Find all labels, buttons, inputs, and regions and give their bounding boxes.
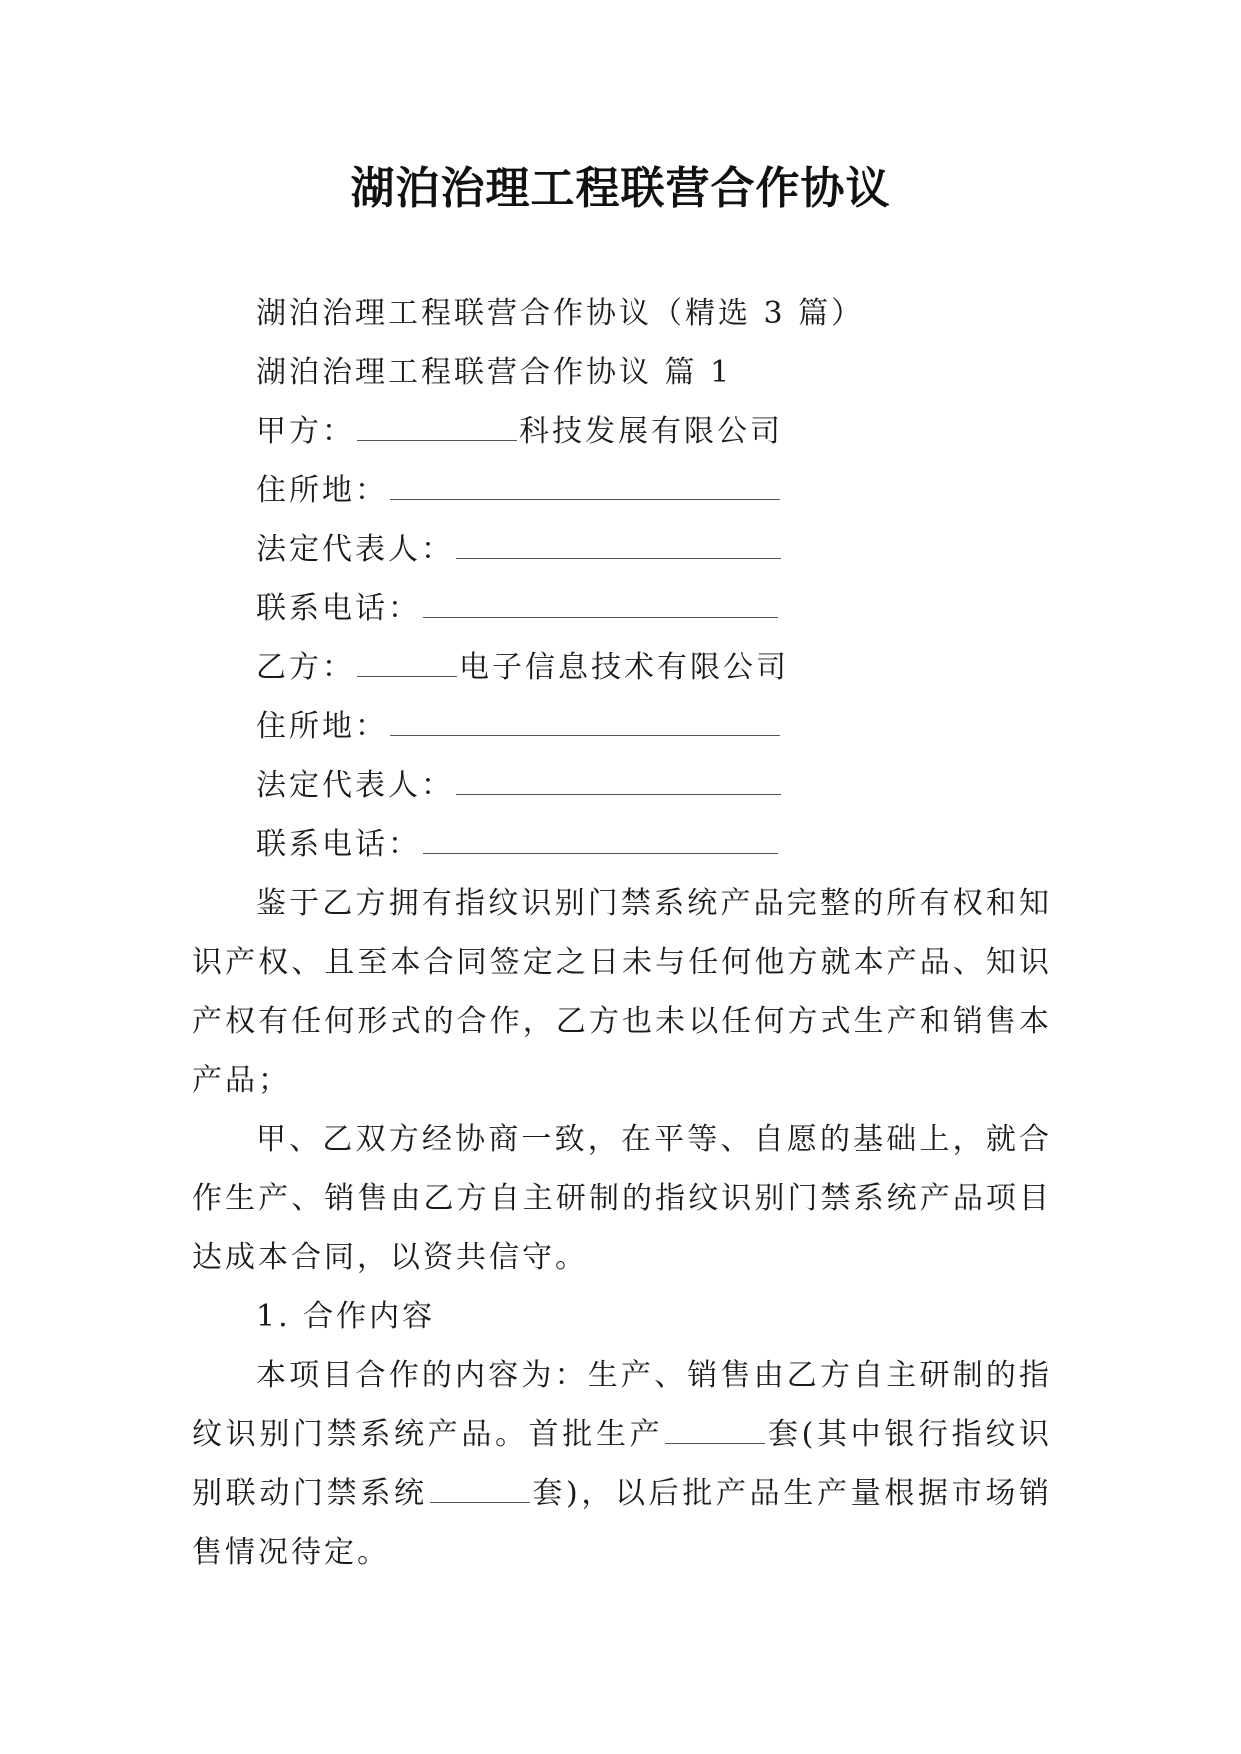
party-b-name-blank xyxy=(357,650,457,677)
clause-1-quantity-blank xyxy=(665,1417,765,1444)
party-b-phone-line xyxy=(192,815,1052,874)
document-body xyxy=(192,284,1052,1582)
party-a-rep-blank xyxy=(456,532,781,559)
party-b-address-line xyxy=(192,697,1052,756)
clause-1-text xyxy=(192,1346,1052,1582)
party-b-phone-blank xyxy=(423,827,778,854)
party-b-label: 乙方： xyxy=(256,650,355,685)
party-a-phone-blank xyxy=(423,591,778,618)
party-b-address-label: 住所地： xyxy=(256,709,388,744)
party-a-phone-label: 联系电话： xyxy=(256,591,421,626)
party-b-line xyxy=(192,638,1052,697)
document-subtitle: 湖泊治理工程联营合作协议（精选 3 篇） xyxy=(256,296,865,331)
party-b-rep-line xyxy=(192,756,1052,815)
clause-1-bank-quantity-blank xyxy=(430,1476,530,1503)
party-b-rep-label: 法定代表人： xyxy=(256,768,454,803)
party-a-address-line xyxy=(192,461,1052,520)
paragraph-recital: 鉴于乙方拥有指纹识别门禁系统产品完整的所有权和知识产权、且至本合同签定之日未与任何他方就本产品、知识产权有任何形式的合作，乙方也未以任何方式生产和销售本产品； xyxy=(192,886,1052,1098)
party-a-company-suffix: 科技发展有限公司 xyxy=(519,414,783,449)
party-a-rep-label: 法定代表人： xyxy=(256,532,454,567)
party-a-address-label: 住所地： xyxy=(256,473,388,508)
document-title: 湖泊治理工程联营合作协议 xyxy=(350,163,891,214)
party-a-label: 甲方： xyxy=(256,414,355,449)
party-a-rep-line xyxy=(192,520,1052,579)
party-b-rep-blank xyxy=(456,768,781,795)
clause-1-heading: 1. 合作内容 xyxy=(256,1299,436,1334)
clause-1-part-2: 套(其中银行指纹识别联动门禁系统 xyxy=(192,1417,1052,1511)
party-b-phone-label: 联系电话： xyxy=(256,827,421,862)
clause-1-part-1: 本项目合作的内容为：生产、销售由乙方自主研制的指纹识别门禁系统产品。首批生产 xyxy=(192,1358,1052,1452)
party-b-address-blank xyxy=(390,709,780,736)
party-b-company-suffix: 电子信息技术有限公司 xyxy=(459,650,789,685)
party-a-name-blank xyxy=(357,414,517,441)
clause-1-part-3: 套)，以后批产品生产量根据市场销售情况待定。 xyxy=(192,1476,1052,1570)
party-a-phone-line xyxy=(192,579,1052,638)
party-a-address-blank xyxy=(390,473,780,500)
section-heading: 湖泊治理工程联营合作协议 篇 1 xyxy=(256,355,733,390)
paragraph-agreement: 甲、乙双方经协商一致，在平等、自愿的基础上，就合作生产、销售由乙方自主研制的指纹识别门禁系统产品项目达成本合同，以资共信守。 xyxy=(192,1122,1052,1275)
party-a-line xyxy=(192,402,1052,461)
